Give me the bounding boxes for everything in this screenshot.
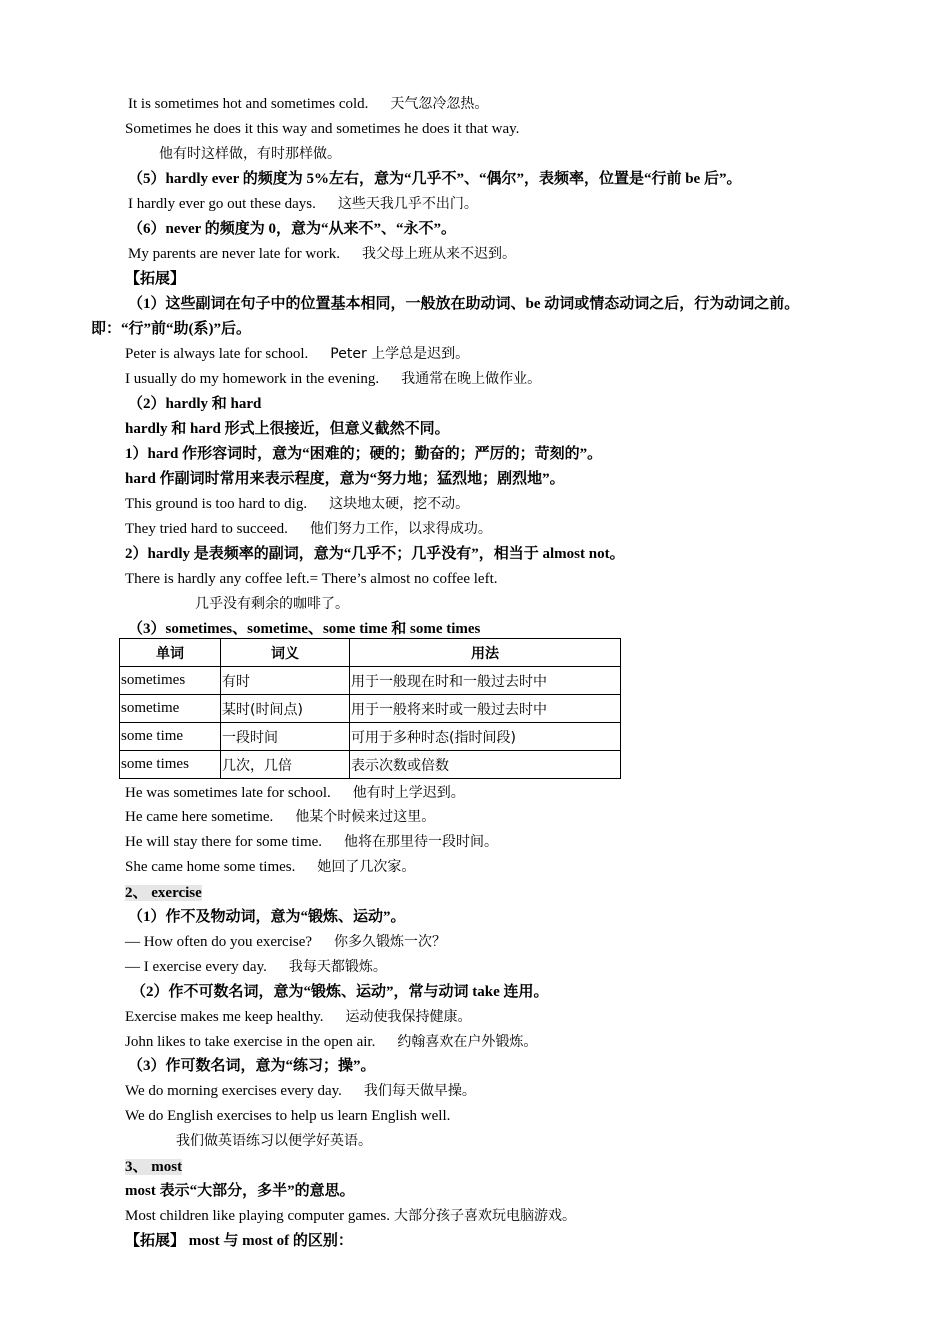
text-line: My parents are never late for work. 我父母上班从来不迟到。 [128,246,516,262]
text-line: There is hardly any coffee left.= There’s almost no coffee left. [125,571,498,587]
text-line: 几乎没有剩余的咖啡了。 [195,596,349,612]
table-row [120,751,621,779]
section-heading: 3、 most [125,1159,183,1175]
text-line: Exercise makes me keep healthy. 运动使我保持健康。 [125,1009,472,1025]
text-line: He was sometimes late for school. 他有时上学迟到。 [125,785,465,801]
text-line: 他有时这样做，有时那样做。 [159,146,341,162]
table-cell: 用于一般将来时或一般过去时中 [350,695,621,723]
table-cell: sometimes [120,667,221,695]
table-cell: 几次，几倍 [221,751,350,779]
section-heading: 1）hard 作形容词时，意为“困难的；硬的；勤奋的；严厉的；苛刻的”。 [125,446,603,462]
table-cell: 某时(时间点) [221,695,350,723]
text-line: This ground is too hard to dig. 这块地太硬，挖不动。 [125,496,470,512]
table-row [120,723,621,751]
text-line: John likes to take exercise in the open air. 约翰喜欢在户外锻炼。 [125,1034,538,1050]
table-cell: 用于一般现在时和一般过去时中 [350,667,621,695]
text-line: — I exercise every day. 我每天都锻炼。 [125,959,387,975]
section-heading: （1）作不及物动词，意为“锻炼、运动”。 [128,909,406,925]
section-heading: （2）作不可数名词，意为“锻炼、运动”，常与动词 take 连用。 [131,984,549,1000]
section-heading: 【拓展】 most 与 most of 的区别： [125,1233,353,1249]
table-cell: some times [120,751,221,779]
section-heading: hard 作副词时常用来表示程度，意为“努力地；猛烈地；剧烈地”。 [125,471,565,487]
table-row [120,667,621,695]
table-cell: sometime [120,695,221,723]
text-line: 我们做英语练习以便学好英语。 [176,1133,372,1149]
table-cell: 可用于多种时态(指时间段) [350,723,621,751]
text-line: He will stay there for some time. 他将在那里待一段时间。 [125,834,499,850]
section-heading: （5）hardly ever 的频度为 5%左右，意为“几乎不”、“偶尔”，表频率，位置是“行前 be 后”。 [128,171,742,187]
usage-table [119,638,621,779]
text-line: Sometimes he does it this way and sometimes he does it that way. [125,121,520,137]
text-line: Peter is always late for school. Peter 上学总是迟到。 [125,346,470,362]
text-line: He came here sometime. 他某个时候来过这里。 [125,809,436,825]
section-heading: 【拓展】 [125,271,186,287]
table-header: 词义 [221,639,350,667]
section-heading: （2）hardly 和 hard [128,396,262,412]
section-heading: 2、 exercise [125,885,202,901]
table-cell: 有时 [221,667,350,695]
text-line: She came home some times. 她回了几次家。 [125,859,416,875]
section-heading: （1）这些副词在句子中的位置基本相同，一般放在助动词、be 动词或情态动词之后，行为动词之前。 [128,296,800,312]
section-heading: （3）sometimes、sometime、some time 和 some times [128,621,481,637]
text-line: They tried hard to succeed. 他们努力工作，以求得成功。 [125,521,492,537]
section-heading: 即：“行”前“助(系)”后。 [91,321,251,337]
section-heading: （3）作可数名词，意为“练习；操”。 [128,1058,376,1074]
table-cell: some time [120,723,221,751]
table-row [120,695,621,723]
section-heading: （6）never 的频度为 0，意为“从来不”、“永不”。 [128,221,457,237]
table-header: 用法 [350,639,621,667]
text-line: — How often do you exercise? 你多久锻炼一次？ [125,934,447,950]
text-line: I usually do my homework in the evening. 我通常在晚上做作业。 [125,371,542,387]
table-cell: 一段时间 [221,723,350,751]
text-line: We do morning exercises every day. 我们每天做早操。 [125,1083,476,1099]
section-heading: most 表示“大部分，多半”的意思。 [125,1183,355,1199]
text-line: I hardly ever go out these days. 这些天我几乎不出门。 [128,196,478,212]
table-cell: 表示次数或倍数 [350,751,621,779]
section-heading: 2）hardly 是表频率的副词，意为“几乎不；几乎没有”，相当于 almost not。 [125,546,625,562]
section-heading: hardly 和 hard 形式上很接近，但意义截然不同。 [125,421,450,437]
table-header: 单词 [120,639,221,667]
text-line: Most children like playing computer games. 大部分孩子喜欢玩电脑游戏。 [125,1208,576,1224]
text-line: It is sometimes hot and sometimes cold. 天气忽冷忽热。 [128,96,489,112]
text-line: We do English exercises to help us learn English well. [125,1108,451,1124]
table-header-row [120,639,621,667]
